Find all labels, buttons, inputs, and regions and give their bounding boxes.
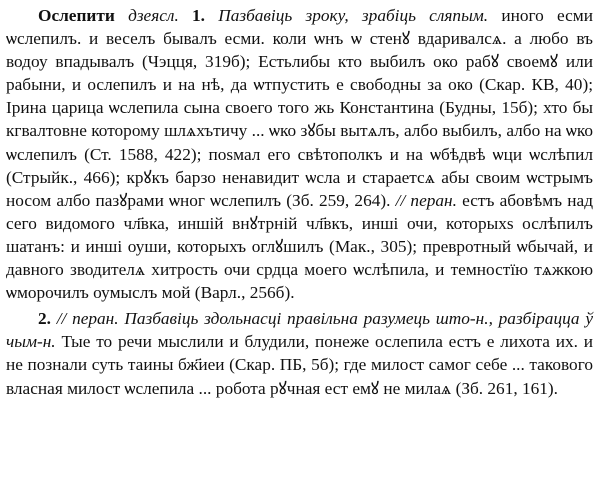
sense-paragraph-1 [6, 4, 593, 304]
sense-citations-1: иного есми ѡслепилъ. и веселъ бывалъ есми. коли ѡнъ ѡ стенꙋ вдаривалсѧ. а любо въ водоу впадывалъ (Чэцця, 319б); Естьлибы кто выбилъ око рабꙋ своемꙋ или рабыни, и ослепилъ и на нѣ, да ѡтпустить е свободны за око (Скар. КВ, 40); Ірина царица ѡслепила сына своего того жь Константина (Будны, 15б); хто бы кгвалтовне которому шлѧхътичу ... ѡко зꙋбы вытѧлъ, албо выбилъ, албо на ѡко ѡслепилъ (Ст. 1588, 422); поsмал его свѣтополкъ и на ѡбѣдвѣ ѡци ѡслѣпил (Стрыйк., 466); крꙋкъ барзо ненавидит ѡсла и стараетсѧ абы своим ѡстрымъ носом албо пазꙋрами ѡног ѡслепилъ (Зб. 259, 264). [6, 6, 593, 210]
dictionary-entry [6, 4, 593, 400]
headword: Ослепити [38, 6, 115, 25]
sense-number-2: 2. [38, 309, 51, 329]
sense-paragraph-2 [6, 307, 593, 399]
sense-gloss-1: Пазбавіць зроку, зрабіць сляпым. [218, 6, 489, 25]
figurative-citations: естъ абовѣмъ над сего видомого чл҃вка, иншій внꙋтрній чл҃вкъ, инші очи, которыхs ослѣпилъ шатанъ: и инші оуши, которыхъ оглꙋшилъ (Мак., 305); превротный ѡбычай, и давного зводителѧ хитрость очи срдца моего ѡслѣпила, и темностїю тѧжкою ѡморочилъ оумыслъ мой (Варл., 256б). [6, 190, 593, 303]
sense-citations-2: Тые то речи мыслили и блудили, понеже ослепила естъ е лихота их. и не познали суть таины бж҃иеи (Скар. ПБ, 5б); где милост самог себе ... такового власная милост ѡслепила ... робота рꙋчная ест емꙋ не милаѧ (Зб. 261, 161). [6, 332, 593, 398]
figurative-label: // перан. [395, 190, 457, 210]
sense-gloss-2: // перан. Пазбавіць здольнасці правільна разумець што-н., разбірацца ў чым-н. [6, 309, 593, 352]
part-of-speech: дзеясл. [128, 6, 179, 25]
sense-number-1: 1. [192, 6, 205, 25]
